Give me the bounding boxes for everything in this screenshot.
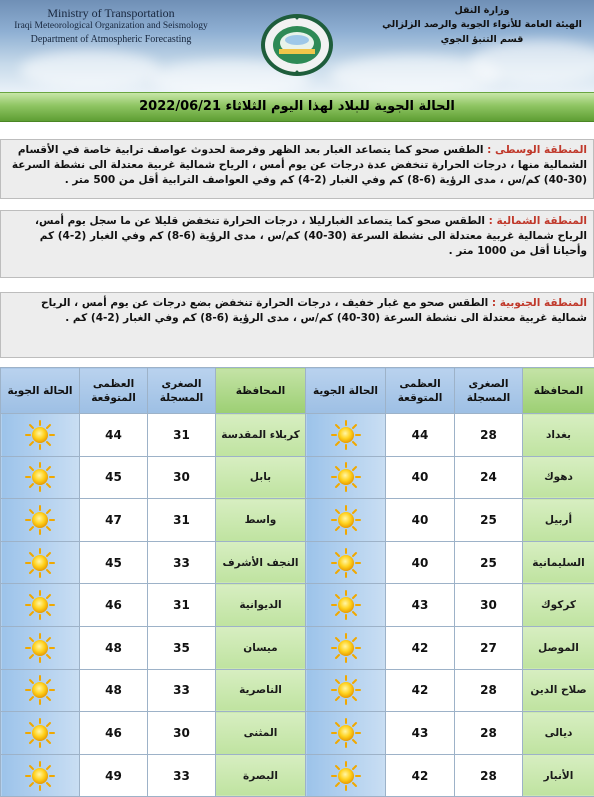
max-temp-cell: 48 <box>80 669 148 712</box>
min-temp-cell: 31 <box>148 584 216 627</box>
min-temp-cell: 33 <box>148 754 216 797</box>
max-temp-cell: 45 <box>80 456 148 499</box>
min-temp-cell: 27 <box>455 626 523 669</box>
page-header <box>0 0 594 92</box>
province-cell: النجف الأشرف <box>216 541 306 584</box>
min-temp-cell: 31 <box>148 414 216 457</box>
table-row <box>1 584 594 627</box>
header-arabic <box>382 4 582 48</box>
weather-cell <box>1 669 80 712</box>
province-cell: السليمانية <box>523 541 594 584</box>
province-cell: دهوك <box>523 456 594 499</box>
region-text: الطقس صحو مع غبار خفيف ، درجات الحرارة تنخفض بضع درجات عن يوم أمس ، الرياح شمالية غربية معتدلة الى نشطة السرعة (30-40) كم/س ، مدى الرؤية (6-8) كم وفي الغبار (2-4) كم . <box>41 297 587 324</box>
min-temp-cell: 30 <box>148 456 216 499</box>
sun-icon <box>326 675 366 705</box>
ministry-name-en: Ministry of Transportation <box>47 6 175 20</box>
max-temp-cell: 46 <box>80 584 148 627</box>
province-cell: الموصل <box>523 626 594 669</box>
province-cell: الناصرية <box>216 669 306 712</box>
min-temp-cell: 31 <box>148 499 216 542</box>
table-row <box>1 414 594 457</box>
weather-cell <box>306 541 386 584</box>
weather-cell <box>306 584 386 627</box>
region-text: الطقس صحو كما يتصاعد الغبار بعد الظهر وفرصة لحدوث عواصف ترابية خاصة في الأقسام الشمالية منها ، درجات الحرارة تنخفض عدة درجات عن يوم أمس ، الرياح شمالية غربية معتدلة الى نشطة السرعة (30-40) كم/س ، مدى الرؤية (6-8) كم وفي الغبار (2-4) كم وفي العواصف الترابية أقل من 500 متر . <box>11 144 587 186</box>
weather-cell <box>1 499 80 542</box>
max-temp-cell: 46 <box>80 712 148 755</box>
weather-cell <box>306 626 386 669</box>
title-bar <box>0 92 594 122</box>
organization-logo <box>257 10 337 80</box>
weather-cell <box>306 669 386 712</box>
weather-cell <box>1 626 80 669</box>
sun-icon <box>20 548 60 578</box>
max-temp-cell: 40 <box>386 541 455 584</box>
header-weather: الحالة الجوية <box>306 368 386 414</box>
sun-icon <box>20 590 60 620</box>
weather-cell <box>306 499 386 542</box>
region-south <box>0 292 594 358</box>
weather-cell <box>306 456 386 499</box>
sun-icon <box>20 718 60 748</box>
header-weather: الحالة الجوية <box>1 368 80 414</box>
province-cell: الأنبار <box>523 754 594 797</box>
province-cell: صلاح الدين <box>523 669 594 712</box>
max-temp-cell: 48 <box>80 626 148 669</box>
region-label: المنطقة الشمالية : <box>488 215 587 227</box>
province-cell: واسط <box>216 499 306 542</box>
header-province: المحافظة <box>216 368 306 414</box>
region-central <box>0 139 594 199</box>
max-temp-cell: 40 <box>386 499 455 542</box>
header-max: العظمى المتوقعة <box>386 368 455 414</box>
weather-cell <box>1 541 80 584</box>
sun-icon <box>326 548 366 578</box>
min-temp-cell: 28 <box>455 754 523 797</box>
min-temp-cell: 24 <box>455 456 523 499</box>
min-temp-cell: 30 <box>455 584 523 627</box>
max-temp-cell: 42 <box>386 626 455 669</box>
max-temp-cell: 45 <box>80 541 148 584</box>
sun-icon <box>326 761 366 791</box>
max-temp-cell: 44 <box>80 414 148 457</box>
forecast-table <box>0 367 594 797</box>
province-cell: ديالى <box>523 712 594 755</box>
sun-icon <box>326 420 366 450</box>
province-cell: كربلاء المقدسة <box>216 414 306 457</box>
province-cell: البصرة <box>216 754 306 797</box>
max-temp-cell: 42 <box>386 754 455 797</box>
max-temp-cell: 49 <box>80 754 148 797</box>
min-temp-cell: 25 <box>455 499 523 542</box>
table-row <box>1 754 594 797</box>
region-text: الطقس صحو كما يتصاعد الغبارليلا ، درجات الحرارة تنخفض قليلا عن ما سجل يوم أمس، الرياح شمالية غربية معتدلة الى نشطة السرعة (30-40) كم/س ، مدى الرؤية (6-8) كم وفي الغبار (2-4) كم وأحيانا أقل من 1000 متر . <box>35 215 587 257</box>
min-temp-cell: 33 <box>148 541 216 584</box>
table-row <box>1 669 594 712</box>
weather-cell <box>306 712 386 755</box>
table-row <box>1 541 594 584</box>
weather-cell <box>1 754 80 797</box>
weather-cell <box>306 414 386 457</box>
min-temp-cell: 35 <box>148 626 216 669</box>
province-cell: كركوك <box>523 584 594 627</box>
cloud-decoration <box>20 50 160 90</box>
province-cell: بغداد <box>523 414 594 457</box>
max-temp-cell: 40 <box>386 456 455 499</box>
region-label: المنطقة الوسطى : <box>487 144 587 156</box>
table-row <box>1 456 594 499</box>
min-temp-cell: 28 <box>455 669 523 712</box>
sun-icon <box>20 505 60 535</box>
sun-icon <box>20 761 60 791</box>
weather-cell <box>1 712 80 755</box>
province-cell: الديوانية <box>216 584 306 627</box>
min-temp-cell: 25 <box>455 541 523 584</box>
region-north <box>0 210 594 278</box>
department-name-en: Department of Atmospheric Forecasting <box>30 34 192 45</box>
sun-icon <box>326 590 366 620</box>
page-title: الحالة الجوية للبلاد لهذا اليوم الثلاثاء 2022/06/21 <box>139 99 455 114</box>
max-temp-cell: 44 <box>386 414 455 457</box>
header-province: المحافظة <box>523 368 594 414</box>
min-temp-cell: 28 <box>455 712 523 755</box>
department-name-ar: قسم التنبؤ الجوي <box>440 34 524 45</box>
header-min: الصغرى المسجلة <box>455 368 523 414</box>
sun-icon <box>20 633 60 663</box>
max-temp-cell: 43 <box>386 712 455 755</box>
table-body <box>1 414 594 797</box>
table-row <box>1 499 594 542</box>
weather-cell <box>1 584 80 627</box>
weather-cell <box>1 414 80 457</box>
organization-name-en: Iraqi Meteorological Organization and Seismology <box>14 21 208 31</box>
min-temp-cell: 28 <box>455 414 523 457</box>
min-temp-cell: 30 <box>148 712 216 755</box>
max-temp-cell: 47 <box>80 499 148 542</box>
weather-cell <box>306 754 386 797</box>
organization-name-ar: الهيئة العامة للأنواء الجوية والرصد الزلزالي <box>382 19 582 30</box>
province-cell: المثنى <box>216 712 306 755</box>
sun-icon <box>20 462 60 492</box>
table-row <box>1 626 594 669</box>
header-english <box>6 6 216 46</box>
table-header-row <box>1 368 594 414</box>
header-max: العظمى المتوقعة <box>80 368 148 414</box>
province-cell: ميسان <box>216 626 306 669</box>
sun-icon <box>20 420 60 450</box>
sun-icon <box>20 675 60 705</box>
max-temp-cell: 42 <box>386 669 455 712</box>
sun-icon <box>326 633 366 663</box>
min-temp-cell: 33 <box>148 669 216 712</box>
region-label: المنطقة الجنوبية : <box>491 297 587 309</box>
header-min: الصغرى المسجلة <box>148 368 216 414</box>
table-row <box>1 712 594 755</box>
province-cell: بابل <box>216 456 306 499</box>
ministry-name-ar: وزارة النقل <box>454 5 510 16</box>
sun-icon <box>326 462 366 492</box>
province-cell: أربيل <box>523 499 594 542</box>
weather-cell <box>1 456 80 499</box>
sun-icon <box>326 505 366 535</box>
sun-icon <box>326 718 366 748</box>
max-temp-cell: 43 <box>386 584 455 627</box>
